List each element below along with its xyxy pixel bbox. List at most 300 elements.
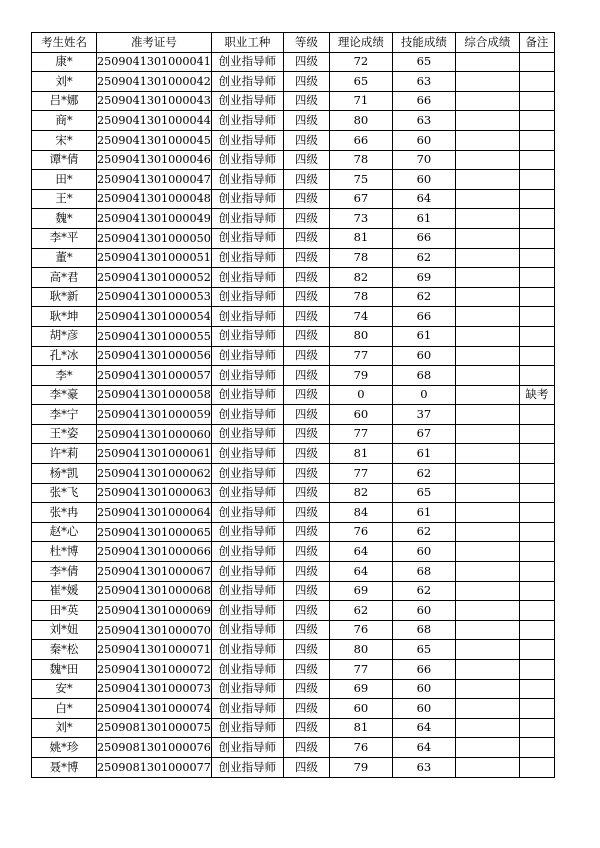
job-cell: 创业指导师	[211, 699, 283, 719]
theory-score-cell: 78	[329, 287, 392, 307]
job-cell: 创业指导师	[211, 718, 283, 738]
remark-cell	[519, 522, 554, 542]
job-cell: 创业指导师	[211, 170, 283, 190]
overall-score-cell	[455, 581, 519, 601]
theory-score-cell: 80	[329, 640, 392, 660]
remark-cell	[519, 640, 554, 660]
job-cell: 创业指导师	[211, 542, 283, 562]
theory-score-cell: 74	[329, 307, 392, 327]
name-cell: 宋*	[32, 130, 97, 150]
remark-cell	[519, 209, 554, 229]
level-cell: 四级	[283, 248, 329, 268]
level-cell: 四级	[283, 718, 329, 738]
name-cell: 康*	[32, 52, 97, 72]
level-cell: 四级	[283, 424, 329, 444]
skill-score-cell: 64	[392, 738, 455, 758]
skill-score-cell: 68	[392, 366, 455, 386]
name-cell: 李*倩	[32, 562, 97, 582]
overall-score-cell	[455, 483, 519, 503]
skill-score-cell: 69	[392, 268, 455, 288]
table-row	[32, 111, 555, 131]
skill-score-cell: 62	[392, 287, 455, 307]
level-cell: 四级	[283, 464, 329, 484]
theory-score-cell: 77	[329, 464, 392, 484]
skill-score-cell: 60	[392, 346, 455, 366]
remark-cell	[519, 757, 554, 777]
name-cell: 胡*彦	[32, 326, 97, 346]
exam-id-cell: 2509041301000064	[97, 503, 212, 523]
skill-score-cell: 62	[392, 464, 455, 484]
level-cell: 四级	[283, 287, 329, 307]
level-cell: 四级	[283, 757, 329, 777]
theory-score-cell: 67	[329, 189, 392, 209]
exam-id-cell: 2509041301000049	[97, 209, 212, 229]
exam-id-cell: 2509041301000053	[97, 287, 212, 307]
overall-score-cell	[455, 620, 519, 640]
theory-score-cell: 78	[329, 248, 392, 268]
job-cell: 创业指导师	[211, 91, 283, 111]
theory-score-cell: 82	[329, 483, 392, 503]
table-row	[32, 424, 555, 444]
exam-id-cell: 2509041301000061	[97, 444, 212, 464]
skill-score-cell: 63	[392, 111, 455, 131]
remark-cell	[519, 287, 554, 307]
table-row	[32, 718, 555, 738]
job-cell: 创业指导师	[211, 483, 283, 503]
exam-id-cell: 2509041301000041	[97, 52, 212, 72]
remark-cell	[519, 366, 554, 386]
level-cell: 四级	[283, 660, 329, 680]
theory-score-cell: 72	[329, 52, 392, 72]
name-cell: 刘*	[32, 72, 97, 92]
table-header	[32, 33, 555, 53]
exam-id-cell: 2509041301000044	[97, 111, 212, 131]
theory-score-cell: 81	[329, 444, 392, 464]
theory-score-cell: 81	[329, 718, 392, 738]
overall-score-cell	[455, 464, 519, 484]
skill-score-cell: 64	[392, 189, 455, 209]
job-cell: 创业指导师	[211, 346, 283, 366]
skill-score-cell: 60	[392, 601, 455, 621]
remark-cell	[519, 189, 554, 209]
overall-score-cell	[455, 287, 519, 307]
name-cell: 王*	[32, 189, 97, 209]
remark-cell	[519, 150, 554, 170]
level-cell: 四级	[283, 405, 329, 425]
level-cell: 四级	[283, 503, 329, 523]
skill-score-cell: 0	[392, 385, 455, 405]
exam-id-cell: 2509041301000062	[97, 464, 212, 484]
exam-id-cell: 2509041301000059	[97, 405, 212, 425]
skill-score-cell: 67	[392, 424, 455, 444]
level-cell: 四级	[283, 542, 329, 562]
theory-score-cell: 65	[329, 72, 392, 92]
skill-score-cell: 37	[392, 405, 455, 425]
name-cell: 董*	[32, 248, 97, 268]
theory-score-cell: 73	[329, 209, 392, 229]
remark-cell	[519, 660, 554, 680]
overall-score-cell	[455, 189, 519, 209]
overall-score-cell	[455, 503, 519, 523]
header-overall: 综合成绩	[455, 33, 519, 53]
name-cell: 白*	[32, 699, 97, 719]
level-cell: 四级	[283, 228, 329, 248]
job-cell: 创业指导师	[211, 326, 283, 346]
job-cell: 创业指导师	[211, 640, 283, 660]
name-cell: 刘*	[32, 718, 97, 738]
table-row	[32, 307, 555, 327]
table-row	[32, 346, 555, 366]
remark-cell	[519, 562, 554, 582]
level-cell: 四级	[283, 699, 329, 719]
table-row	[32, 405, 555, 425]
remark-cell	[519, 130, 554, 150]
job-cell: 创业指导师	[211, 757, 283, 777]
overall-score-cell	[455, 170, 519, 190]
exam-id-cell: 2509041301000048	[97, 189, 212, 209]
overall-score-cell	[455, 738, 519, 758]
theory-score-cell: 76	[329, 522, 392, 542]
job-cell: 创业指导师	[211, 522, 283, 542]
exam-id-cell: 2509041301000065	[97, 522, 212, 542]
table-row	[32, 542, 555, 562]
overall-score-cell	[455, 150, 519, 170]
overall-score-cell	[455, 268, 519, 288]
remark-cell	[519, 581, 554, 601]
remark-cell	[519, 679, 554, 699]
skill-score-cell: 66	[392, 91, 455, 111]
overall-score-cell	[455, 228, 519, 248]
exam-id-cell: 2509041301000047	[97, 170, 212, 190]
skill-score-cell: 66	[392, 228, 455, 248]
remark-cell	[519, 601, 554, 621]
remark-cell	[519, 170, 554, 190]
table-row	[32, 562, 555, 582]
job-cell: 创业指导师	[211, 209, 283, 229]
remark-cell	[519, 346, 554, 366]
theory-score-cell: 69	[329, 581, 392, 601]
remark-cell	[519, 405, 554, 425]
name-cell: 孔*冰	[32, 346, 97, 366]
table-row	[32, 287, 555, 307]
header-exam-id: 准考证号	[97, 33, 212, 53]
skill-score-cell: 62	[392, 522, 455, 542]
exam-id-cell: 2509041301000056	[97, 346, 212, 366]
overall-score-cell	[455, 640, 519, 660]
skill-score-cell: 60	[392, 699, 455, 719]
job-cell: 创业指导师	[211, 660, 283, 680]
exam-id-cell: 2509041301000073	[97, 679, 212, 699]
overall-score-cell	[455, 52, 519, 72]
overall-score-cell	[455, 424, 519, 444]
overall-score-cell	[455, 562, 519, 582]
skill-score-cell: 70	[392, 150, 455, 170]
exam-id-cell: 2509041301000046	[97, 150, 212, 170]
job-cell: 创业指导师	[211, 150, 283, 170]
name-cell: 姚*珍	[32, 738, 97, 758]
overall-score-cell	[455, 307, 519, 327]
table-row	[32, 483, 555, 503]
exam-id-cell: 2509041301000052	[97, 268, 212, 288]
exam-id-cell: 2509041301000045	[97, 130, 212, 150]
overall-score-cell	[455, 91, 519, 111]
level-cell: 四级	[283, 130, 329, 150]
theory-score-cell: 76	[329, 738, 392, 758]
skill-score-cell: 62	[392, 581, 455, 601]
theory-score-cell: 64	[329, 542, 392, 562]
exam-id-cell: 2509041301000070	[97, 620, 212, 640]
theory-score-cell: 71	[329, 91, 392, 111]
overall-score-cell	[455, 248, 519, 268]
level-cell: 四级	[283, 72, 329, 92]
name-cell: 高*君	[32, 268, 97, 288]
exam-id-cell: 2509041301000063	[97, 483, 212, 503]
job-cell: 创业指导师	[211, 228, 283, 248]
level-cell: 四级	[283, 366, 329, 386]
header-skill: 技能成绩	[392, 33, 455, 53]
exam-id-cell: 2509041301000060	[97, 424, 212, 444]
job-cell: 创业指导师	[211, 620, 283, 640]
table-row	[32, 52, 555, 72]
exam-id-cell: 2509041301000054	[97, 307, 212, 327]
job-cell: 创业指导师	[211, 366, 283, 386]
skill-score-cell: 60	[392, 170, 455, 190]
job-cell: 创业指导师	[211, 503, 283, 523]
theory-score-cell: 79	[329, 366, 392, 386]
remark-cell	[519, 483, 554, 503]
overall-score-cell	[455, 601, 519, 621]
name-cell: 吕*娜	[32, 91, 97, 111]
header-job: 职业工种	[211, 33, 283, 53]
overall-score-cell	[455, 130, 519, 150]
exam-id-cell: 2509041301000042	[97, 72, 212, 92]
overall-score-cell	[455, 542, 519, 562]
theory-score-cell: 80	[329, 326, 392, 346]
name-cell: 安*	[32, 679, 97, 699]
level-cell: 四级	[283, 326, 329, 346]
theory-score-cell: 60	[329, 699, 392, 719]
skill-score-cell: 65	[392, 640, 455, 660]
theory-score-cell: 60	[329, 405, 392, 425]
job-cell: 创业指导师	[211, 72, 283, 92]
theory-score-cell: 64	[329, 562, 392, 582]
table-row	[32, 170, 555, 190]
table-row	[32, 699, 555, 719]
level-cell: 四级	[283, 307, 329, 327]
theory-score-cell: 75	[329, 170, 392, 190]
job-cell: 创业指导师	[211, 268, 283, 288]
name-cell: 田*英	[32, 601, 97, 621]
header-name: 考生姓名	[32, 33, 97, 53]
overall-score-cell	[455, 718, 519, 738]
job-cell: 创业指导师	[211, 111, 283, 131]
level-cell: 四级	[283, 170, 329, 190]
theory-score-cell: 0	[329, 385, 392, 405]
table-row	[32, 326, 555, 346]
table-row	[32, 385, 555, 405]
score-table	[31, 32, 555, 778]
overall-score-cell	[455, 385, 519, 405]
job-cell: 创业指导师	[211, 189, 283, 209]
job-cell: 创业指导师	[211, 424, 283, 444]
job-cell: 创业指导师	[211, 405, 283, 425]
skill-score-cell: 61	[392, 326, 455, 346]
table-row	[32, 522, 555, 542]
name-cell: 赵*心	[32, 522, 97, 542]
exam-id-cell: 2509041301000051	[97, 248, 212, 268]
job-cell: 创业指导师	[211, 581, 283, 601]
exam-id-cell: 2509041301000074	[97, 699, 212, 719]
name-cell: 商*	[32, 111, 97, 131]
name-cell: 杨*凯	[32, 464, 97, 484]
job-cell: 创业指导师	[211, 52, 283, 72]
exam-id-cell: 2509081301000077	[97, 757, 212, 777]
overall-score-cell	[455, 757, 519, 777]
skill-score-cell: 63	[392, 72, 455, 92]
skill-score-cell: 60	[392, 542, 455, 562]
table-row	[32, 660, 555, 680]
table-row	[32, 130, 555, 150]
remark-cell	[519, 620, 554, 640]
remark-cell	[519, 91, 554, 111]
job-cell: 创业指导师	[211, 601, 283, 621]
name-cell: 谭*倩	[32, 150, 97, 170]
name-cell: 杜*博	[32, 542, 97, 562]
remark-cell	[519, 503, 554, 523]
skill-score-cell: 65	[392, 483, 455, 503]
remark-cell	[519, 111, 554, 131]
level-cell: 四级	[283, 150, 329, 170]
table-row	[32, 72, 555, 92]
overall-score-cell	[455, 522, 519, 542]
table-row	[32, 601, 555, 621]
remark-cell	[519, 542, 554, 562]
exam-id-cell: 2509041301000072	[97, 660, 212, 680]
exam-id-cell: 2509041301000066	[97, 542, 212, 562]
theory-score-cell: 62	[329, 601, 392, 621]
level-cell: 四级	[283, 640, 329, 660]
remark-cell	[519, 52, 554, 72]
table-row	[32, 209, 555, 229]
name-cell: 李*	[32, 366, 97, 386]
name-cell: 张*冉	[32, 503, 97, 523]
name-cell: 张*飞	[32, 483, 97, 503]
skill-score-cell: 68	[392, 562, 455, 582]
skill-score-cell: 62	[392, 248, 455, 268]
exam-id-cell: 2509041301000071	[97, 640, 212, 660]
overall-score-cell	[455, 699, 519, 719]
job-cell: 创业指导师	[211, 248, 283, 268]
remark-cell	[519, 444, 554, 464]
name-cell: 田*	[32, 170, 97, 190]
remark-cell: 缺考	[519, 385, 554, 405]
level-cell: 四级	[283, 522, 329, 542]
table-row	[32, 464, 555, 484]
name-cell: 王*姿	[32, 424, 97, 444]
header-remark: 备注	[519, 33, 554, 53]
name-cell: 李*豪	[32, 385, 97, 405]
table-row	[32, 268, 555, 288]
skill-score-cell: 66	[392, 307, 455, 327]
remark-cell	[519, 738, 554, 758]
level-cell: 四级	[283, 91, 329, 111]
theory-score-cell: 69	[329, 679, 392, 699]
skill-score-cell: 60	[392, 679, 455, 699]
table-row	[32, 189, 555, 209]
table-row	[32, 248, 555, 268]
remark-cell	[519, 307, 554, 327]
header-level: 等级	[283, 33, 329, 53]
name-cell: 崔*媛	[32, 581, 97, 601]
remark-cell	[519, 268, 554, 288]
overall-score-cell	[455, 679, 519, 699]
table-row	[32, 150, 555, 170]
header-row	[32, 33, 555, 53]
job-cell: 创业指导师	[211, 385, 283, 405]
exam-id-cell: 2509041301000050	[97, 228, 212, 248]
level-cell: 四级	[283, 209, 329, 229]
name-cell: 魏*田	[32, 660, 97, 680]
remark-cell	[519, 718, 554, 738]
name-cell: 秦*松	[32, 640, 97, 660]
level-cell: 四级	[283, 679, 329, 699]
skill-score-cell: 68	[392, 620, 455, 640]
theory-score-cell: 78	[329, 150, 392, 170]
table-row	[32, 620, 555, 640]
skill-score-cell: 61	[392, 503, 455, 523]
level-cell: 四级	[283, 738, 329, 758]
remark-cell	[519, 72, 554, 92]
overall-score-cell	[455, 405, 519, 425]
level-cell: 四级	[283, 111, 329, 131]
remark-cell	[519, 228, 554, 248]
overall-score-cell	[455, 660, 519, 680]
overall-score-cell	[455, 111, 519, 131]
exam-id-cell: 2509041301000068	[97, 581, 212, 601]
table-row	[32, 91, 555, 111]
name-cell: 许*莉	[32, 444, 97, 464]
name-cell: 魏*	[32, 209, 97, 229]
name-cell: 耿*坤	[32, 307, 97, 327]
theory-score-cell: 80	[329, 111, 392, 131]
exam-id-cell: 2509041301000055	[97, 326, 212, 346]
theory-score-cell: 77	[329, 346, 392, 366]
level-cell: 四级	[283, 346, 329, 366]
level-cell: 四级	[283, 385, 329, 405]
exam-id-cell: 2509041301000057	[97, 366, 212, 386]
overall-score-cell	[455, 72, 519, 92]
theory-score-cell: 81	[329, 228, 392, 248]
overall-score-cell	[455, 346, 519, 366]
theory-score-cell: 79	[329, 757, 392, 777]
remark-cell	[519, 464, 554, 484]
theory-score-cell: 82	[329, 268, 392, 288]
level-cell: 四级	[283, 483, 329, 503]
table-row	[32, 228, 555, 248]
skill-score-cell: 60	[392, 130, 455, 150]
table-row	[32, 503, 555, 523]
overall-score-cell	[455, 209, 519, 229]
job-cell: 创业指导师	[211, 307, 283, 327]
skill-score-cell: 61	[392, 209, 455, 229]
table-body	[32, 52, 555, 777]
name-cell: 李*宁	[32, 405, 97, 425]
table-row	[32, 581, 555, 601]
job-cell: 创业指导师	[211, 562, 283, 582]
theory-score-cell: 84	[329, 503, 392, 523]
job-cell: 创业指导师	[211, 130, 283, 150]
exam-id-cell: 2509041301000067	[97, 562, 212, 582]
